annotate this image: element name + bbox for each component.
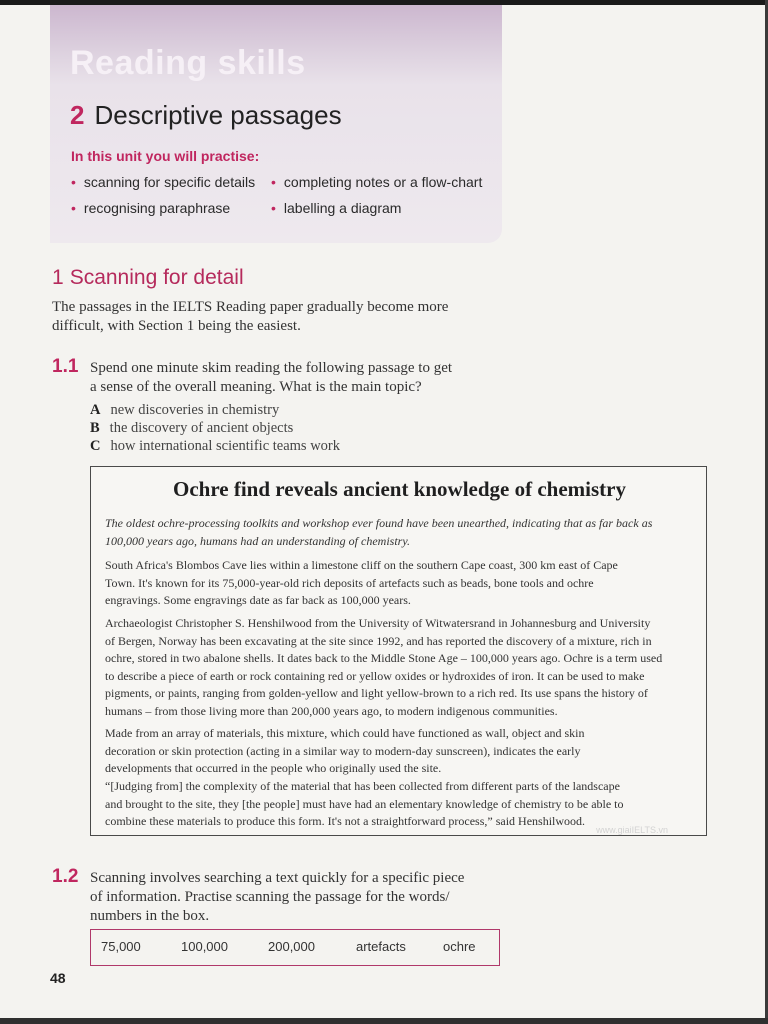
- passage-paragraph: Made from an array of materials, this mixture, which could have functioned as wall, object and skin decoration or skin protection (acting in a similar way to modern-day sunscreen), indicates the early developments that occurred in the people who originally used the site.: [105, 726, 585, 775]
- objective-item: • completing notes or a flow-chart: [271, 174, 483, 190]
- word-box: [90, 929, 500, 966]
- section-title: Scanning for detail: [69, 266, 244, 289]
- task-instruction: Scanning involves searching a text quickly for a specific piece of information. Practise scanning the passage for the words/ numbers in the box.: [90, 870, 465, 924]
- unit-number: 2: [70, 100, 85, 130]
- passage-paragraph: Archaeologist Christopher S. Henshilwood from the University of Witwatersrand in Johannesburg and University of Bergen, Norway has been excavating at the site since 1992, and has reported the discovery of a mixture, rich in ochre, stored in two abalone shells. It dates back to the Middle Stone Age – 100,000 years ago. Ochre is a term used to describe a piece of earth or rock containing red or yellow oxides or hydroxides of iron. It can be used to make pigments, or paints, ranging from golden-yellow and light yellow-brown to a rich red. Its use spans the history of humans – from those living more than 200,000 years ago, to modern indigenous communities.: [105, 616, 663, 718]
- bullet-icon: •: [71, 174, 76, 190]
- task-instruction: Spend one minute skim reading the following passage to get a sense of the overall meaning. What is the main topic?: [90, 360, 453, 395]
- task-number: 1.1: [52, 356, 79, 377]
- passage-title: Ochre find reveals ancient knowledge of chemistry: [172, 477, 626, 501]
- watermark: www.giaiIELTS.vn: [596, 825, 668, 835]
- reading-passage: [90, 466, 707, 836]
- bullet-icon: •: [271, 174, 276, 190]
- unit-title: [70, 100, 342, 131]
- section-intro: The passages in the IELTS Reading paper gradually become more difficult, with Section 1 being the easiest.: [52, 299, 449, 334]
- answer-option-a[interactable]: A new discoveries in chemistry: [90, 402, 280, 418]
- objective-item: • recognising paraphrase: [71, 200, 231, 216]
- unit-title-text: Descriptive passages: [94, 100, 342, 130]
- passage-lead: The oldest ochre-processing toolkits and workshop ever found have been unearthed, indicating that as far back as 100,000 years ago, humans had an understanding of chemistry.: [105, 516, 653, 548]
- page-bottom-edge: [0, 1018, 768, 1024]
- answer-option-b[interactable]: B the discovery of ancient objects: [90, 420, 294, 436]
- task-number: 1.2: [52, 866, 79, 887]
- objective-item: • scanning for specific details: [71, 174, 256, 190]
- page-number: 48: [50, 970, 66, 986]
- answer-option-c[interactable]: C how international scientific teams work: [90, 438, 340, 454]
- passage-paragraph: South Africa's Blombos Cave lies within a limestone cliff on the southern Cape coast, 300 km east of Cape Town. It's known for its 75,000-year-old rich deposits of artefacts such as beads, bone tools and ochre engravings. Some engravings date as far back as 100,000 years.: [105, 558, 618, 607]
- bullet-icon: •: [71, 200, 76, 216]
- section-heading: [52, 266, 244, 290]
- practise-heading: In this unit you will practise:: [71, 148, 260, 164]
- box-word: ochre: [443, 939, 476, 954]
- passage-paragraph: “[Judging from] the complexity of the material that has been collected from different parts of the landscape and brought to the site, they [the people] must have had an elementary knowledge of chemistry to be able to combine these materials to produce this form. It's not a straightforward process,” said Henshilwood.: [105, 779, 624, 828]
- section-number: 1: [52, 266, 64, 289]
- objective-item: • labelling a diagram: [271, 200, 402, 216]
- bullet-icon: •: [271, 200, 276, 216]
- section-banner: Reading skills: [70, 44, 306, 82]
- box-word: 100,000: [181, 939, 228, 954]
- box-word: artefacts: [356, 939, 406, 954]
- box-word: 200,000: [268, 939, 315, 954]
- box-word: 75,000: [101, 939, 141, 954]
